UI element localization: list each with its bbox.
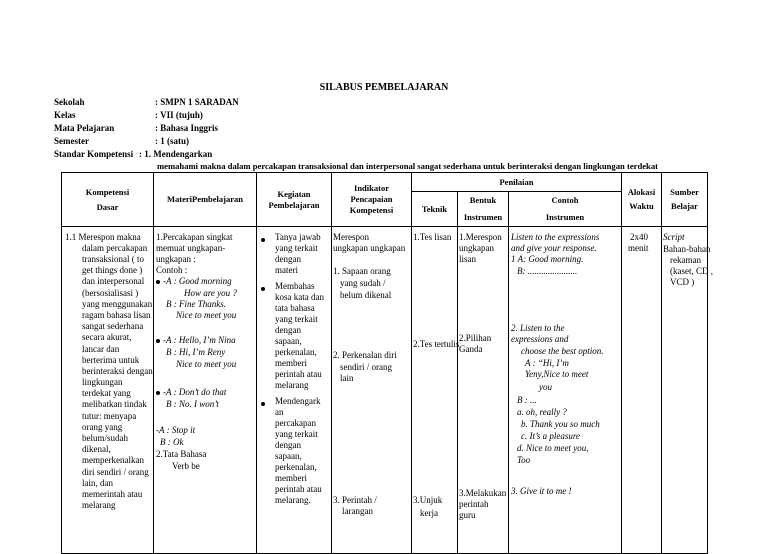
col-header-bentuk: Bentuk Instrumen [458,192,509,227]
cell-bentuk: 1.Merespon ungkapan lisan 2.Pilihan Ganda 3.Melakukan perintah guru [458,227,509,554]
col-header-sumber: Sumber Belajar [662,173,708,227]
cell-kompetensi-dasar: 1.1 Merespon makna dalam percakapan transaksional ( to get things done ) dan interpersonal (bersosialisasi ) yang menggunakan ragam bahasa lisan sangat sederhana secara akurat, lancar dan berterima untuk berinteraksi dengan lingkungan terdekat yang melibatkan tindak tutur: menyapa orang yang belum/sudah dikenal, memperkenalkan diri sendiri / orang lain, dan memerintah atau melarang [62,227,154,554]
cell-kegiatan: Tanya jawab yang terkait dengan materi Membahas kosa kata dan tata bahasa yang terkait dengan sapaan, perkenalan, memberi perintah atau melarang Mendengark an percakapan yang terkait dengan sapaan, perkenalan, memberi perintah atau melarang. [257,227,332,554]
header-sk-label: Standar Kompetensi [54,149,134,159]
col-header-kegiatan: Kegiatan Pembelajaran [257,173,332,227]
cell-indikator: Merespon ungkapan ungkapan 1. Sapaan orang yang sudah / belum dikenal 2. Perkenalan diri sendiri / orang lain 3. Perintah / larangan [332,227,412,554]
bullet-icon [156,339,160,343]
bullet-icon [156,391,160,395]
col-header-penilaian: Penilaian [412,173,622,192]
cell-teknik: 1.Tes lisan 2.Tes tertulis 3.Unjuk kerja [412,227,458,554]
header-sk-continuation: memahami makna dalam percakapan transaksional dan interpersonal sangat sederhana untuk berinteraksi dengan lingkungan terdekat [157,161,658,171]
syllabus-table [61,172,713,554]
col-header-indikator: Indikator Pencapaian Kompetensi [332,173,412,227]
cell-contoh: Listen to the expressions and give your response. 1 A: Good morning. B: ...................... 2. Listen to the expressions and choose the best option. A : “Hi, I’m Yeny,Nice to meet you B : ... a. oh, really ? b. Thank you so much c. It’s a pleasure d. Nice to meet you, Too 3. Give it to me ! [509,227,622,554]
header-semester-value: : 1 (satu) [155,136,189,146]
col-header-kd: Kompetensi Dasar [62,173,154,227]
header-mapel-label: Mata Pelajaran [54,123,115,133]
header-sk-value: : 1. Mendengarkan [139,149,213,159]
header-sekolah-value: : SMPN 1 SARADAN [155,97,239,107]
col-header-contoh: Contoh Instrumen [509,192,622,227]
col-header-teknik: Teknik [412,192,458,227]
header-semester-label: Semester [54,136,89,146]
col-header-alokasi: Alokasi Waktu [622,173,662,227]
cell-alokasi: 2x40 menit [622,227,662,554]
bullet-icon [261,287,265,291]
header-kelas-label: Kelas [54,110,76,120]
header-kelas-value: : VII (tujuh) [155,110,203,120]
bullet-icon [261,402,265,406]
cell-sumber: Script Bahan-bahan rekaman (kaset, CD , VCD ) [662,227,708,554]
bullet-icon [261,238,265,242]
page-title: SILABUS PEMBELAJARAN [319,82,449,93]
col-header-materi: MateriPembelajaran [154,173,257,227]
header-sekolah-label: Sekolah [54,97,85,107]
cell-materi: 1.Percakapan singkat memuat ungkapan- ungkapan : Contoh : -A : Good morning How are you ? B : Fine Thanks. Nice to meet you -A : Hello, I’m Nina B : Hi, I’m Reny Nice to meet you -A : Don’t do that B : No. I won’t -A : Stop it B : Ok 2.Tata Bahasa Verb be [154,227,257,554]
header-mapel-value: : Bahasa Inggris [155,123,219,133]
bullet-icon [156,280,160,284]
